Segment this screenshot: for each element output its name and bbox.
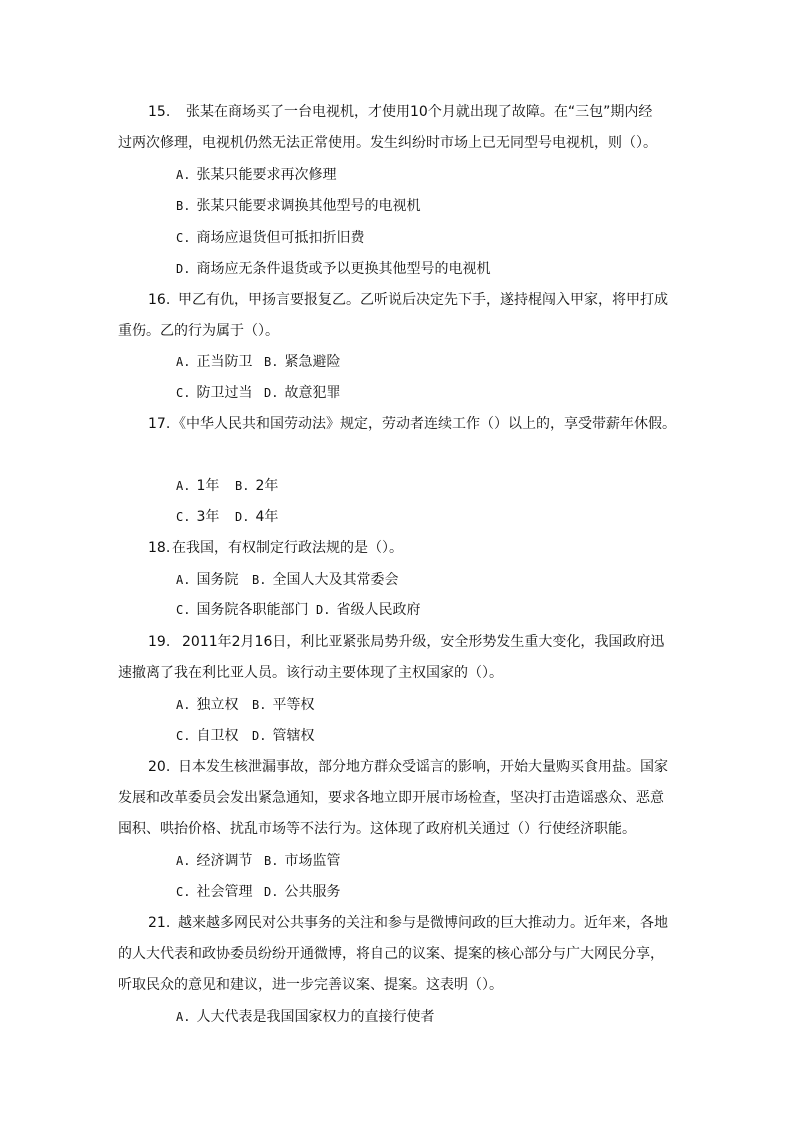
question-16 (148, 291, 668, 309)
question-text: 张某在商场买了一台电视机，才使用10个月就出现了故障。在“三包”期内经 (186, 104, 653, 120)
question-17 (148, 415, 676, 433)
option-b (252, 696, 314, 714)
option-label: A. (176, 573, 191, 587)
question-21 (148, 914, 668, 932)
option-c (176, 384, 252, 402)
option-d (176, 260, 490, 278)
option-text: 省级人民政府 (336, 602, 421, 618)
option-c (176, 229, 364, 247)
option-label: D. (252, 729, 267, 743)
option-text: 经济调节 (196, 853, 253, 869)
option-text: 平等权 (272, 697, 315, 713)
option-b (252, 571, 398, 589)
question-18 (148, 539, 403, 557)
question-number: 20. (148, 759, 171, 775)
option-d (252, 727, 314, 745)
option-label: D. (235, 510, 250, 524)
option-label: A. (176, 168, 191, 182)
option-label: C. (176, 885, 191, 899)
option-d (264, 384, 340, 402)
option-a (176, 353, 252, 371)
option-text: 社会管理 (196, 884, 253, 900)
option-text: 正当防卫 (196, 354, 253, 370)
option-text: 商场应无条件退货或予以更换其他型号的电视机 (196, 261, 491, 277)
question-number: 17. (148, 416, 171, 432)
option-label: D. (176, 262, 191, 276)
option-label: B. (235, 479, 250, 493)
option-text: 独立权 (196, 697, 239, 713)
option-label: B. (264, 854, 279, 868)
option-a (176, 852, 252, 870)
option-label: C. (176, 729, 191, 743)
option-label: C. (176, 510, 191, 524)
option-label: C. (176, 231, 191, 245)
option-a (176, 477, 219, 495)
option-text: 人大代表是我国国家权力的直接行使者 (196, 1009, 435, 1025)
question-text: 越来越多网民对公共事务的关注和参与是微博问政的巨大推动力。近年来，各地 (178, 915, 668, 931)
question-text: 甲乙有仇，甲扬言要报复乙。乙听说后决定先下手，遂持棍闯入甲家，将甲打成 (178, 292, 668, 308)
option-text: 全国人大及其常委会 (272, 572, 399, 588)
option-a (176, 571, 238, 589)
option-text: 2年 (255, 478, 279, 494)
question-text: 过两次修理，电视机仍然无法正常使用。发生纠纷时市场上已无同型号电视机，则（）。 (118, 135, 657, 151)
option-label: D. (264, 885, 279, 899)
option-d (264, 883, 340, 901)
option-label: B. (252, 698, 267, 712)
option-label: A. (176, 355, 191, 369)
option-b (264, 852, 340, 870)
option-a (176, 1008, 434, 1026)
option-label: D. (264, 386, 279, 400)
option-label: B. (252, 573, 267, 587)
question-text: 速撤离了我在利比亚人员。该行动主要体现了主权国家的（）。 (118, 665, 503, 681)
option-label: A. (176, 479, 191, 493)
option-text: 张某只能要求再次修理 (196, 167, 337, 183)
question-text: 发展和改革委员会发出紧急通知，要求各地立即开展市场检查，坚决打击造谣惑众、恶意 (118, 790, 664, 806)
option-label: A. (176, 698, 191, 712)
option-text: 国务院 (196, 572, 239, 588)
option-label: A. (176, 1010, 191, 1024)
option-c (176, 883, 252, 901)
option-label: B. (176, 199, 191, 213)
question-number: 19. (148, 634, 171, 650)
option-text: 商场应退货但可抵扣折旧费 (196, 230, 365, 246)
question-19 (148, 633, 664, 651)
question-text: 日本发生核泄漏事故，部分地方群众受谣言的影响，开始大量购买食用盐。国家 (178, 759, 668, 775)
option-label: A. (176, 854, 191, 868)
option-text: 3年 (196, 509, 220, 525)
question-text: 的人大代表和政协委员纷纷开通微博，将自己的议案、提案的核心部分与广大网民分享， (118, 946, 664, 962)
option-text: 市场监管 (284, 853, 341, 869)
option-c (176, 727, 238, 745)
question-number: 18. (148, 540, 171, 556)
option-d (235, 508, 278, 526)
question-text: 听取民众的意见和建议，进一步完善议案、提案。这表明（）。 (118, 977, 503, 993)
option-label: C. (176, 386, 191, 400)
option-text: 张某只能要求调换其他型号的电视机 (196, 198, 421, 214)
option-label: D. (316, 603, 331, 617)
option-text: 4年 (255, 509, 279, 525)
option-text: 故意犯罪 (284, 385, 341, 401)
question-text: 囤积、哄抬价格、扰乱市场等不法行为。这体现了政府机关通过（）行使经济职能。 (118, 821, 636, 837)
option-d (316, 601, 420, 619)
option-c (176, 508, 219, 526)
question-number: 21. (148, 915, 171, 931)
option-text: 1年 (196, 478, 220, 494)
question-20 (148, 758, 668, 776)
option-b (264, 353, 340, 371)
option-text: 公共服务 (284, 884, 341, 900)
question-number: 15. (148, 104, 171, 120)
question-text: 《中华人民共和国劳动法》规定，劳动者连续工作（）以上的，享受带薪年休假。 (172, 416, 676, 432)
option-b (176, 197, 420, 215)
option-label: C. (176, 603, 191, 617)
option-text: 紧急避险 (284, 354, 341, 370)
option-text: 管辖权 (272, 728, 315, 744)
option-c (176, 601, 308, 619)
option-text: 国务院各职能部门 (196, 602, 309, 618)
option-b (235, 477, 278, 495)
question-text: 在我国，有权制定行政法规的是（）。 (172, 540, 403, 556)
option-label: B. (264, 355, 279, 369)
option-a (176, 166, 336, 184)
question-text: 2011年2月16日，利比亚紧张局势升级，安全形势发生重大变化，我国政府迅 (182, 634, 665, 650)
question-15 (148, 103, 652, 121)
option-text: 自卫权 (196, 728, 239, 744)
question-text: 重伤。乙的行为属于（）。 (118, 323, 279, 339)
option-text: 防卫过当 (196, 385, 253, 401)
option-a (176, 696, 238, 714)
question-number: 16. (148, 292, 171, 308)
